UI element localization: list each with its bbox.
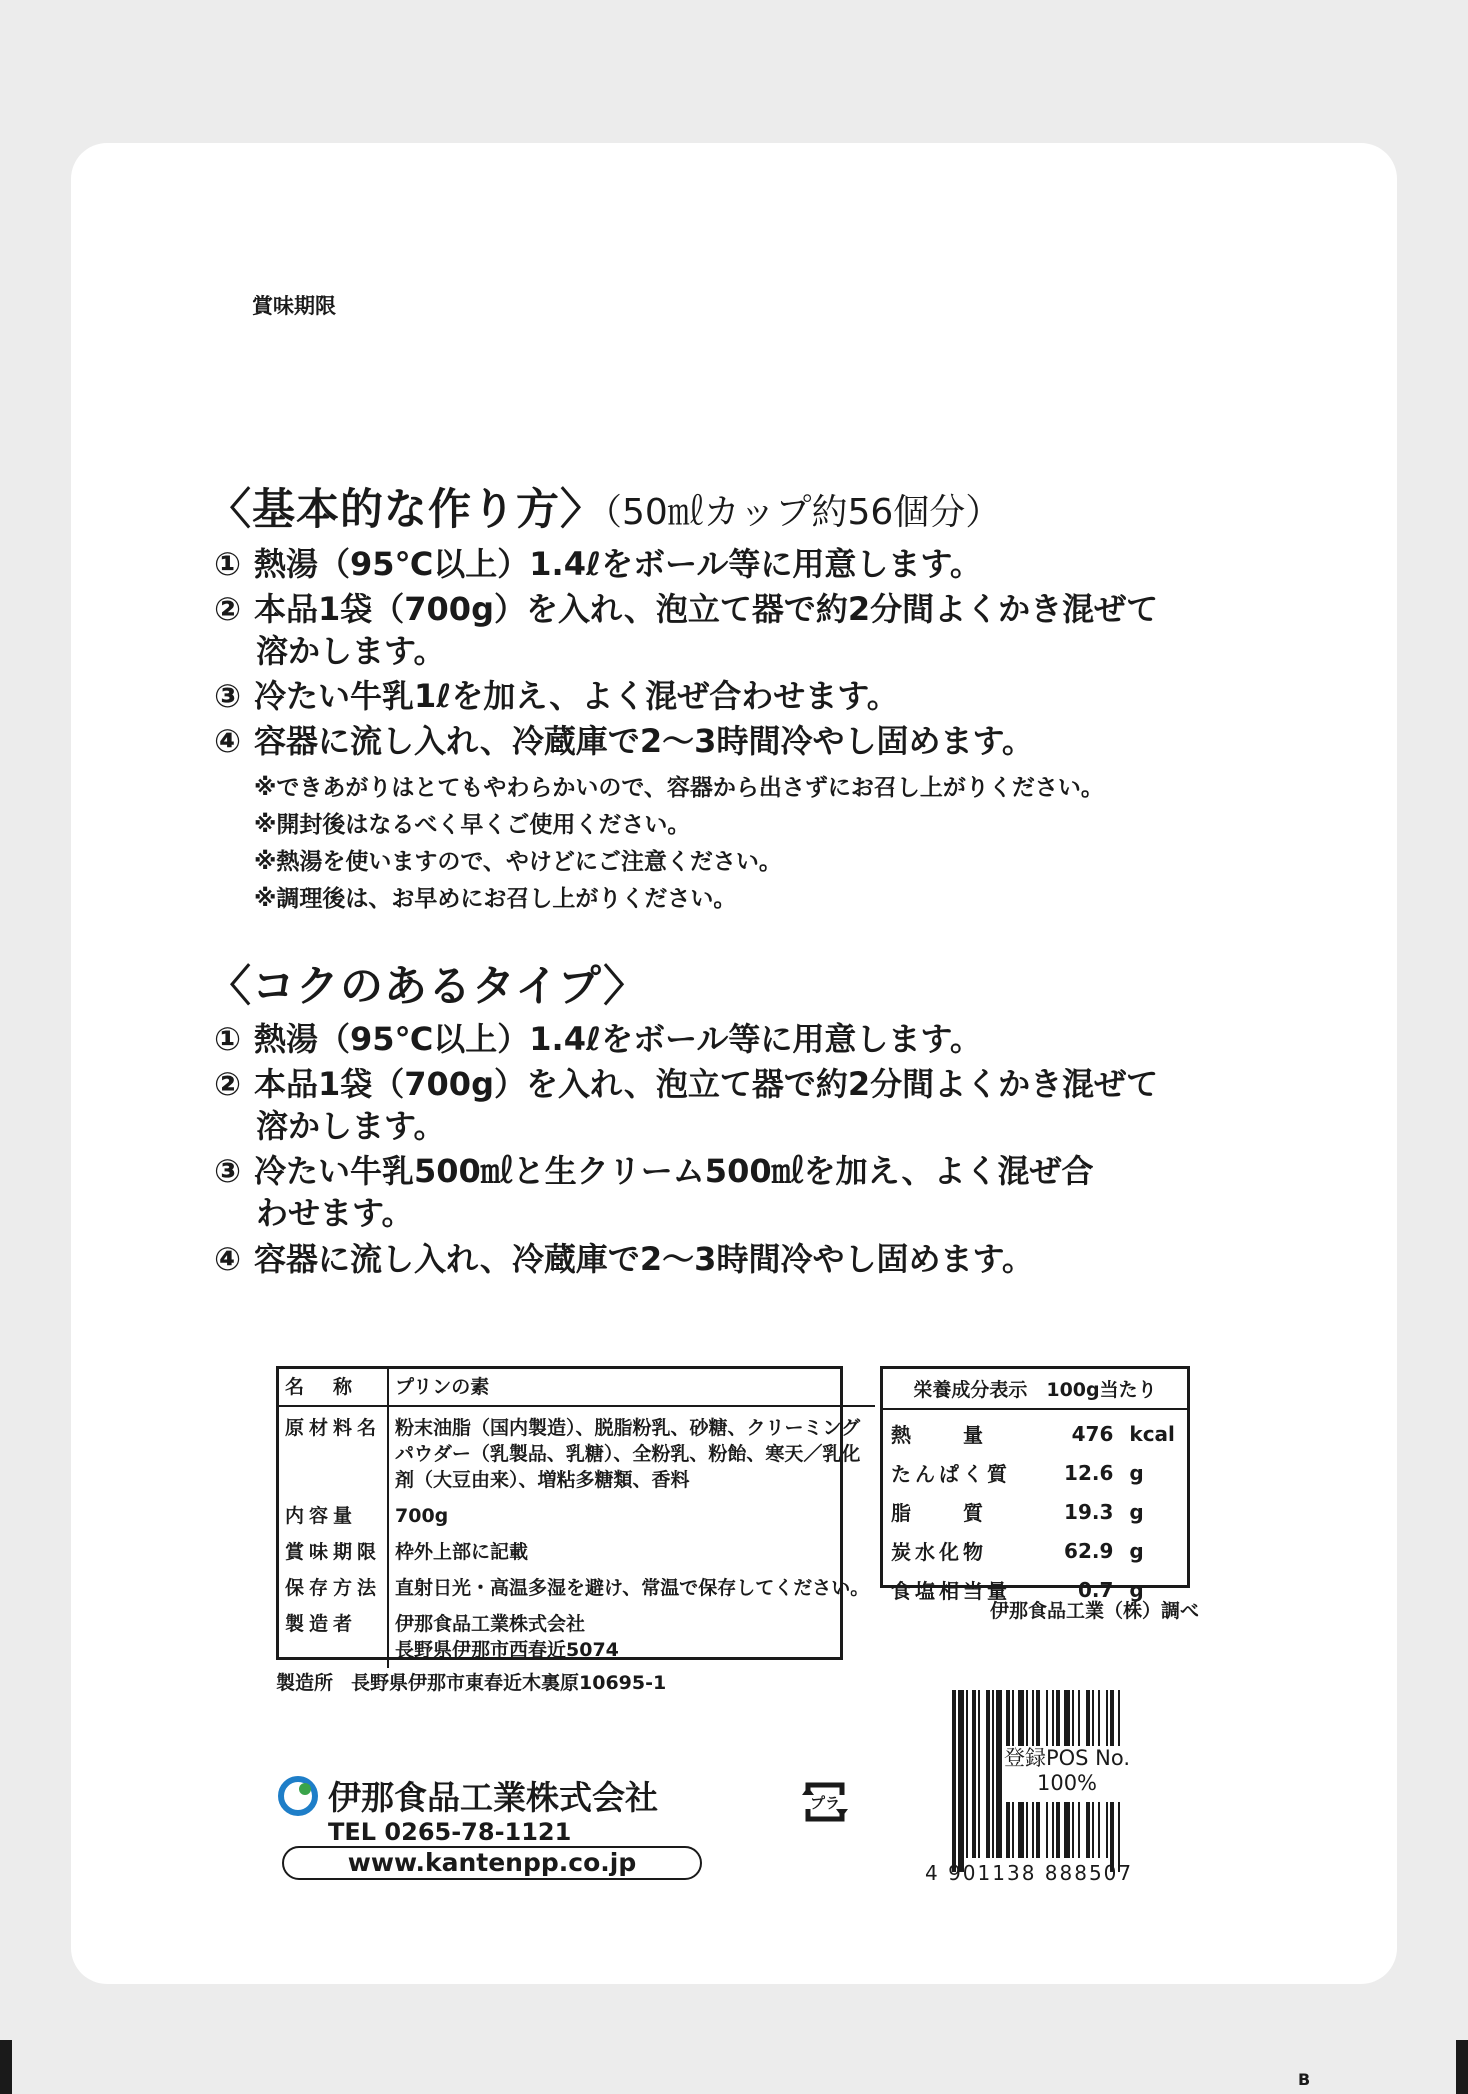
rich-step: ① 熱湯（95℃以上）1.4ℓをボール等に用意します。 [214,1020,982,1058]
basic-step: ③ 冷たい牛乳1ℓを加え、よく混ぜ合わせます。 [214,677,899,715]
barcode-bar [978,1690,980,1858]
table-row: 炭水化物 62.9 g [891,1538,1144,1564]
barcode-bar [966,1690,968,1858]
pos-label [1002,1746,1132,1802]
company-tel: TEL 0265-78-1121 [328,1818,572,1846]
company-logo-icon [278,1776,318,1816]
svg-text:プラ: プラ [809,1794,841,1812]
table-row: たんぱく質 12.6 g [891,1460,1144,1486]
basic-step: ② 本品1袋（700g）を入れ、泡立て器で約2分間よくかき混ぜて 溶かします。 [214,590,1159,670]
table-row: 賞味期限 枠外上部に記載 [279,1534,875,1570]
factory-label: 製造所 [276,1672,334,1694]
barcode-bar [952,1690,956,1872]
basic-recipe-title [208,476,1001,537]
basic-step: ① 熱湯（95℃以上）1.4ℓをボール等に用意します。 [214,545,982,583]
nutrition-header: 栄養成分表示 100g当たり [883,1369,1187,1410]
table-row: 名 称 プリンの素 [279,1369,875,1406]
rich-step: ② 本品1袋（700g）を入れ、泡立て器で約2分間よくかき混ぜて 溶かします。 [214,1065,1159,1145]
company-name: 伊那食品工業株式会社 [328,1778,658,1817]
expiry-date-label: 賞味期限 [252,294,336,318]
note-line: ※熱湯を使いますので、やけどにご注意ください。 [254,849,782,875]
product-info-table [276,1366,870,1661]
barcode-bar [992,1690,994,1858]
table-row: 脂 質 19.3 g [891,1499,1144,1525]
note-line: ※開封後はなるべく早くご使用ください。 [254,812,691,838]
table-row: 食塩相当量 0.7 g [891,1577,1144,1603]
print-mark: B [1298,2070,1311,2089]
table-row: 内容量 700g [279,1498,875,1534]
table-row: 製造者 伊那食品工業株式会社 長野県伊那市西春近5074 [279,1606,875,1668]
nutrition-table [880,1366,1190,1603]
rich-step: ④ 容器に流し入れ、冷蔵庫で2～3時間冷やし固めます。 [214,1240,1034,1278]
pos-label-line1: 登録POS No. [1003,1746,1131,1770]
rich-recipe-title: 〈コクのあるタイプ〉 [208,962,648,1012]
table-row: 保存方法 直射日光・高温多湿を避け、常温で保存してください。 [279,1570,875,1606]
rich-step: ③ 冷たい牛乳500㎖と生クリーム500㎖を加え、よく混ぜ合 わせます。 [214,1152,1094,1232]
company-url-link[interactable]: www.kantenpp.co.jp [282,1846,702,1880]
pos-label-line2: 100% [1036,1771,1098,1795]
plastic-recycle-icon [800,1777,850,1827]
table-row: 原材料名 粉末油脂（国内製造）、脱脂粉乳、砂糖、クリーミングパウダー（乳製品、乳糖）、全粉乳、粉飴、寒天／乳化剤（大豆由来）、増粘多糖類、香料 [279,1406,875,1498]
factory-address [276,1668,684,1695]
table-row: 熱 量 476 kcal [891,1421,1175,1447]
note-line: ※できあがりはとてもやわらかいので、容器から出さずにお召し上がりください。 [254,775,1104,801]
barcode-number: 4 901138 888507 [925,1861,1134,1885]
edge-mark-right [1456,2040,1468,2094]
note-line: ※調理後は、お早めにお召し上がりください。 [254,886,737,912]
basic-step: ④ 容器に流し入れ、冷蔵庫で2～3時間冷やし固めます。 [214,722,1034,760]
basic-recipe-yield: （50㎖カップ約56個分） [604,492,1002,533]
factory-address-text: 長野県伊那市東春近木裏原10695-1 [351,1672,667,1694]
barcode-bar [958,1690,964,1872]
barcode-bar [986,1690,990,1858]
barcode-bar [972,1690,976,1858]
nutrition-footnote: 伊那食品工業（株）調べ [990,1600,1200,1622]
edge-mark-left [0,2040,12,2094]
basic-recipe-heading: 〈基本的な作り方〉 [208,485,604,535]
